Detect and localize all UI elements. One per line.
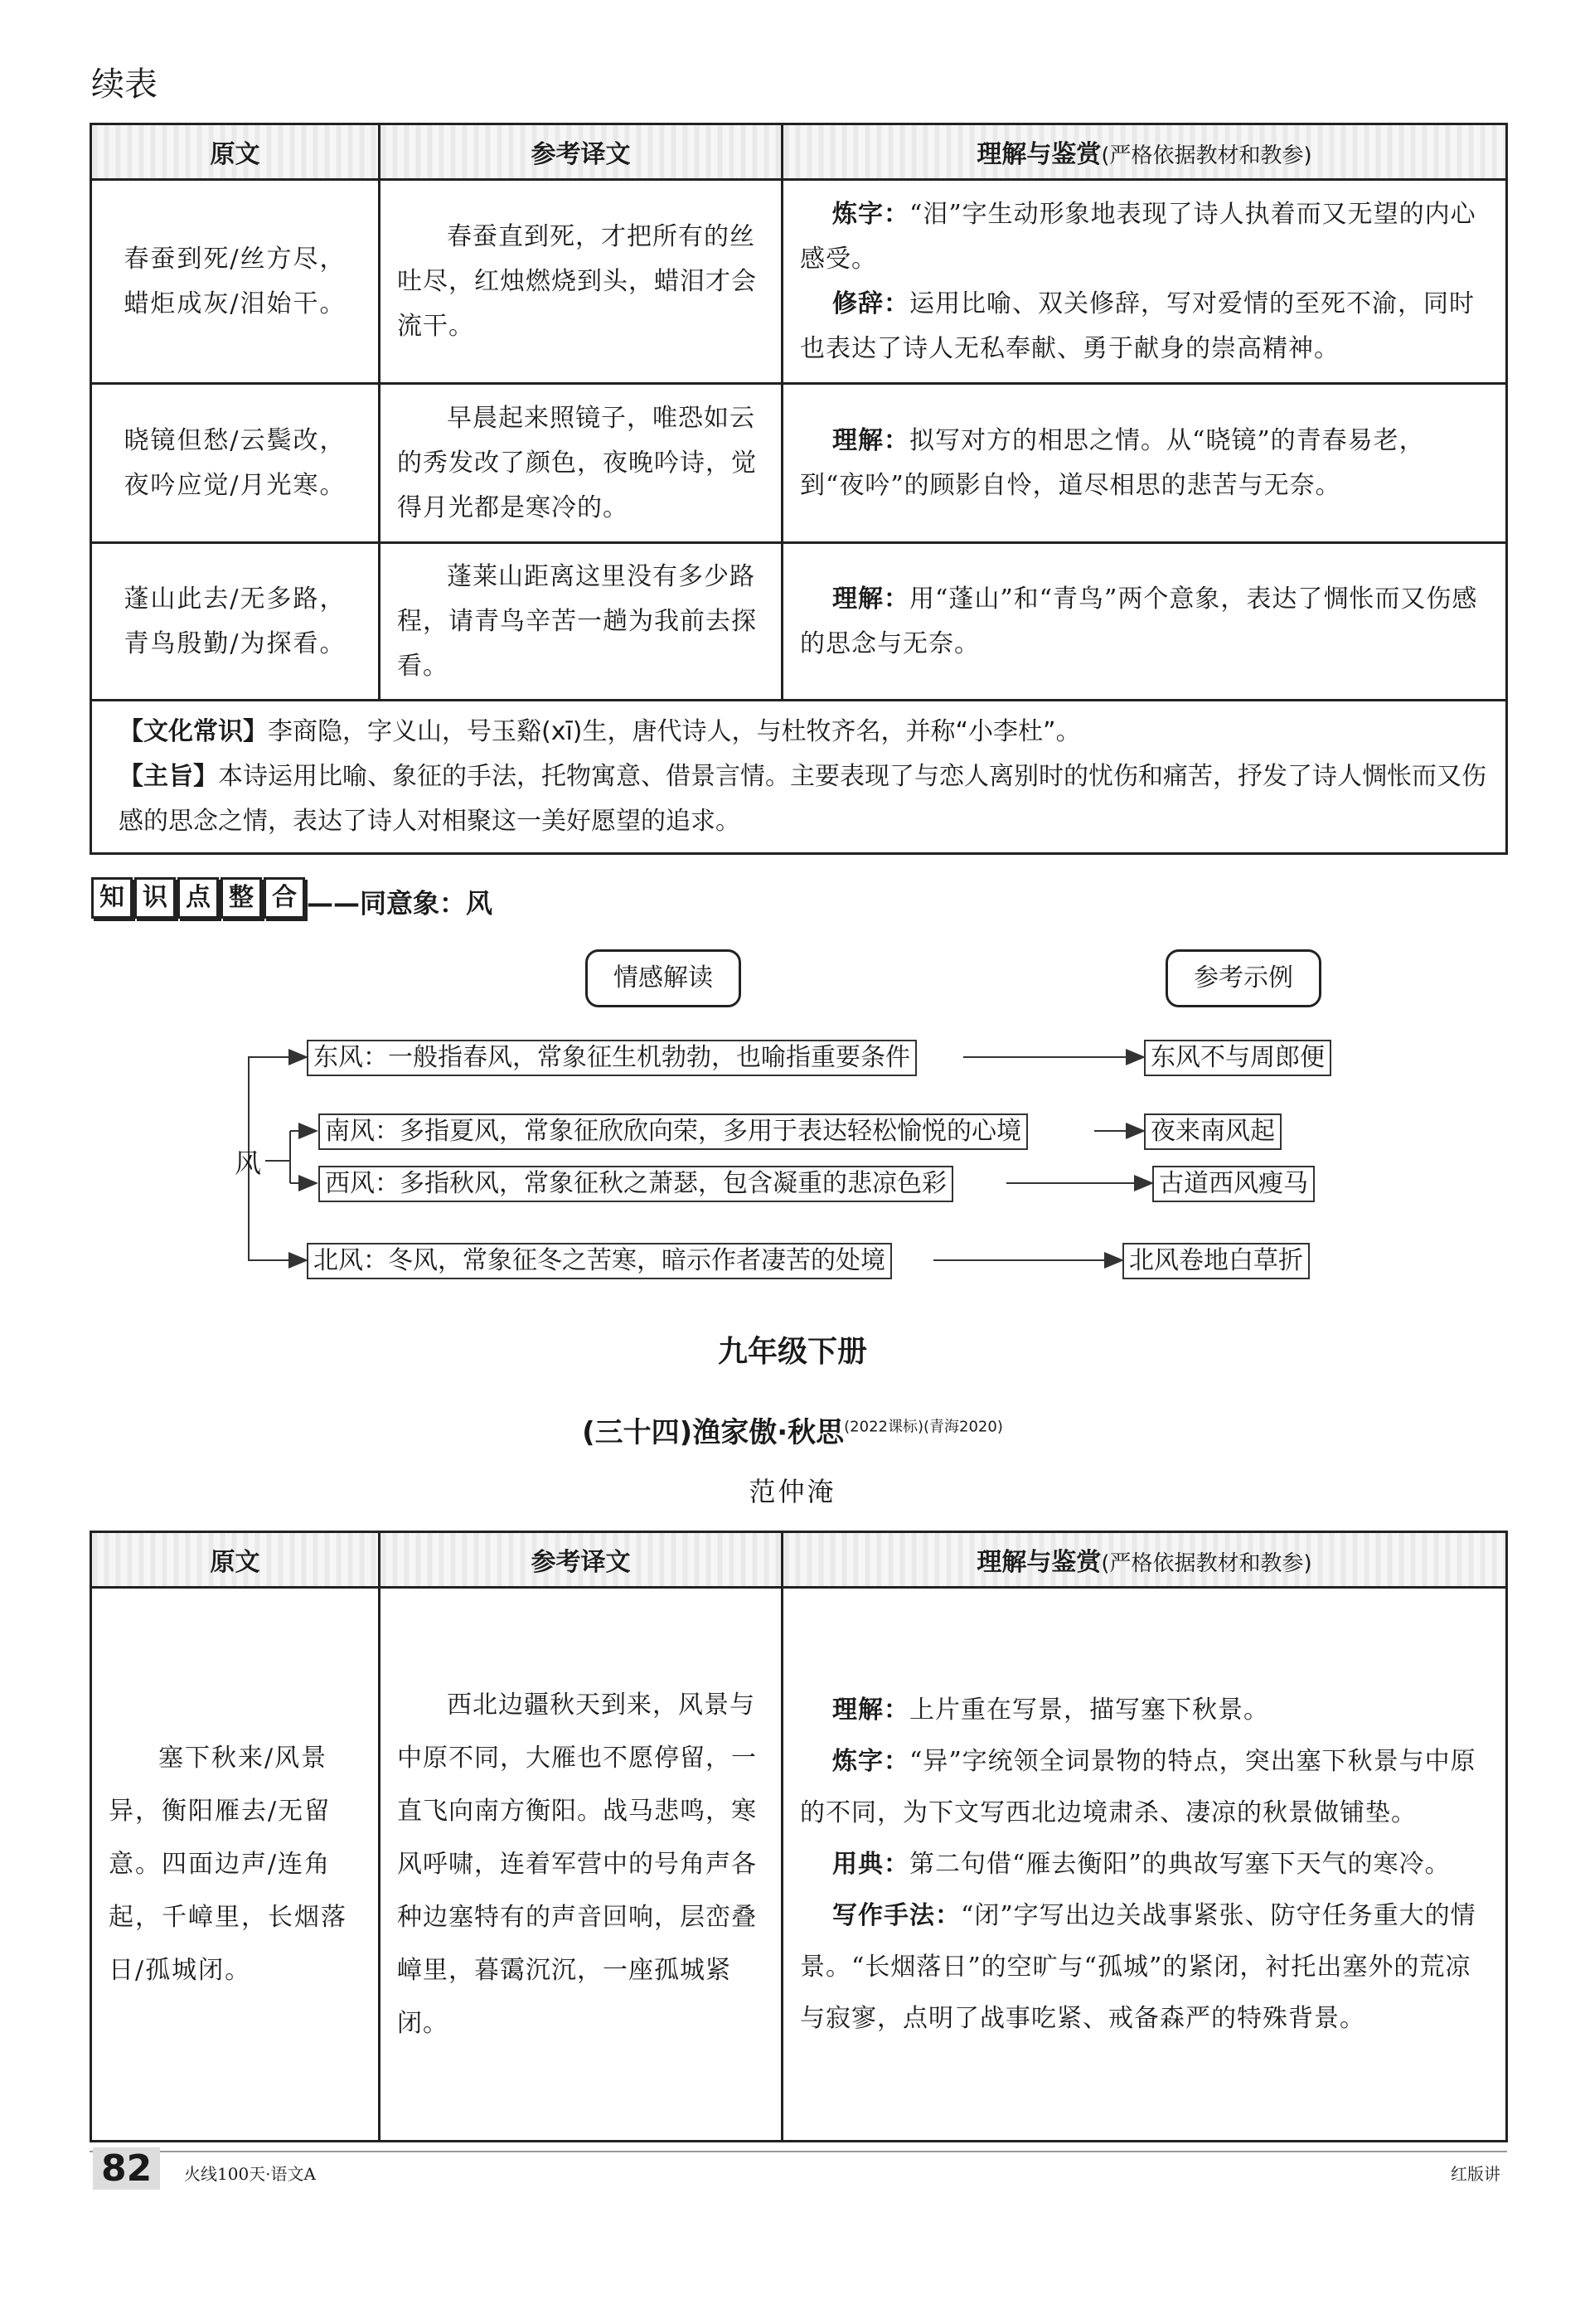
- wind-desc-west: 西风：多指秋风，常象征秋之萧瑟，包含凝重的悲凉色彩: [318, 1166, 953, 1202]
- header-appreciation: 理解与鉴赏(严格依据教材和教参): [783, 124, 1507, 180]
- header-translation: 参考译文: [380, 124, 783, 180]
- original-text: 蓬山此去/无多路， 青鸟殷勤/为探看。: [91, 543, 380, 701]
- appreciation-text: 炼字：“泪”字生动形象地表现了诗人执着而又无望的内心感受。 修辞：运用比喻、双关修辞，写对爱情的至死不渝，同时也表达了诗人无私奉献、勇于献身的崇高精神。: [783, 180, 1507, 384]
- page-number: 82: [93, 2147, 160, 2190]
- column-label-example: 参考示例: [1166, 949, 1321, 1007]
- kp-box: 识: [134, 877, 176, 919]
- column-label-emotion: 情感解读: [585, 949, 741, 1007]
- kp-box: 合: [264, 877, 305, 919]
- translation-text: 西北边疆秋天到来，风景与中原不同，大雁也不愿停留，一直飞向南方衡阳。战马悲鸣，寒风呼啸，连着军营中的号角声各种边塞特有的声音回响，层峦叠嶂里，暮霭沉沉，一座孤城紧闭。: [380, 1588, 783, 2142]
- wind-example-east: 东风不与周郎便: [1144, 1040, 1331, 1076]
- notes-cell: 【文化常识】李商隐，字义山，号玉谿(xī)生，唐代诗人，与杜牧齐名，并称“小李杜”。 【主旨】本诗运用比喻、象征的手法，托物寓意、借景言情。主要表现了与恋人离别时的忧伤和痛苦，抒发了诗人惆怅而又伤感的思念之情，表达了诗人对相聚这一美好愿望的追求。: [91, 701, 1507, 854]
- original-text: 晓镜但愁/云鬓改， 夜吟应觉/月光寒。: [91, 384, 380, 543]
- continued-label: 续表: [91, 65, 158, 104]
- table-header-row: [91, 1532, 1507, 1588]
- footer-edition: 红版讲: [1451, 2164, 1500, 2184]
- kp-box: 整: [221, 877, 262, 919]
- table-row: [91, 1588, 1507, 2142]
- poem-title: (三十四)渔家傲·秋思$^{(2022课标)(青海2020)}$: [582, 1416, 1003, 1449]
- original-text: 塞下秋来/风景异，衡阳雁去/无留意。四面边声/连角起，千嶂里，长烟落日/孤城闭。: [91, 1588, 380, 2142]
- header-original: 原文: [91, 124, 380, 180]
- poem-table-2: [90, 1531, 1508, 2142]
- translation-text: 早晨起来照镜子，唯恐如云的秀发改了颜色，夜晚吟诗，觉得月光都是寒冷的。: [380, 384, 783, 543]
- kp-box: 点: [177, 877, 219, 919]
- appreciation-text: 理解：用“蓬山”和“青鸟”两个意象，表达了惆怅而又伤感的思念与无奈。: [783, 543, 1507, 701]
- wind-example-west: 古道西风瘦马: [1152, 1166, 1315, 1202]
- original-text: 春蚕到死/丝方尽， 蜡炬成灰/泪始干。: [91, 180, 380, 384]
- footer-divider: [90, 2151, 1507, 2152]
- wind-desc-south: 南风：多指夏风，常象征欣欣向荣，多用于表达轻松愉悦的心境: [318, 1113, 1028, 1150]
- knowledge-title: ——同意象：风: [307, 887, 493, 919]
- kp-box: 知: [91, 877, 133, 919]
- header-translation: 参考译文: [380, 1532, 783, 1588]
- poem-author: 范仲淹: [749, 1476, 836, 1507]
- translation-text: 蓬莱山距离这里没有多少路程，请青鸟辛苦一趟为我前去探看。: [380, 543, 783, 701]
- wind-example-south: 夜来南风起: [1144, 1113, 1282, 1150]
- wind-desc-east: 东风：一般指春风，常象征生机勃勃，也喻指重要条件: [307, 1040, 917, 1076]
- wind-desc-north: 北风：冬风，常象征冬之苦寒，暗示作者凄苦的处境: [307, 1243, 892, 1279]
- diagram-root-label: 风: [235, 1147, 262, 1179]
- header-appreciation: 理解与鉴赏(严格依据教材和教参): [783, 1532, 1507, 1588]
- translation-text: 春蚕直到死，才把所有的丝吐尽，红烛燃烧到头，蜡泪才会流干。: [380, 180, 783, 384]
- header-original: 原文: [91, 1532, 380, 1588]
- appreciation-text: 理解：上片重在写景，描写塞下秋景。 炼字：“异”字统领全词景物的特点，突出塞下秋景与中原的不同，为下文写西北边境肃杀、凄凉的秋景做铺垫。 用典：第二句借“雁去衡阳”的典故写塞下天气的寒冷。 写作手法：“闭”字写出边关战事紧张、防守任务重大的情景。“长烟落日”的空旷与“孤城”的紧闭，衬托出塞外的荒凉与寂寥，点明了战事吃紧、戒备森严的特殊背景。: [783, 1588, 1507, 2142]
- section-title: 九年级下册: [717, 1335, 867, 1369]
- appreciation-text: 理解：拟写对方的相思之情。从“晓镜”的青春易老，到“夜吟”的顾影自怜，道尽相思的悲苦与无奈。: [783, 384, 1507, 543]
- wind-example-north: 北风卷地白草折: [1122, 1243, 1310, 1279]
- footer-source: 火线100天·语文A: [184, 2164, 316, 2184]
